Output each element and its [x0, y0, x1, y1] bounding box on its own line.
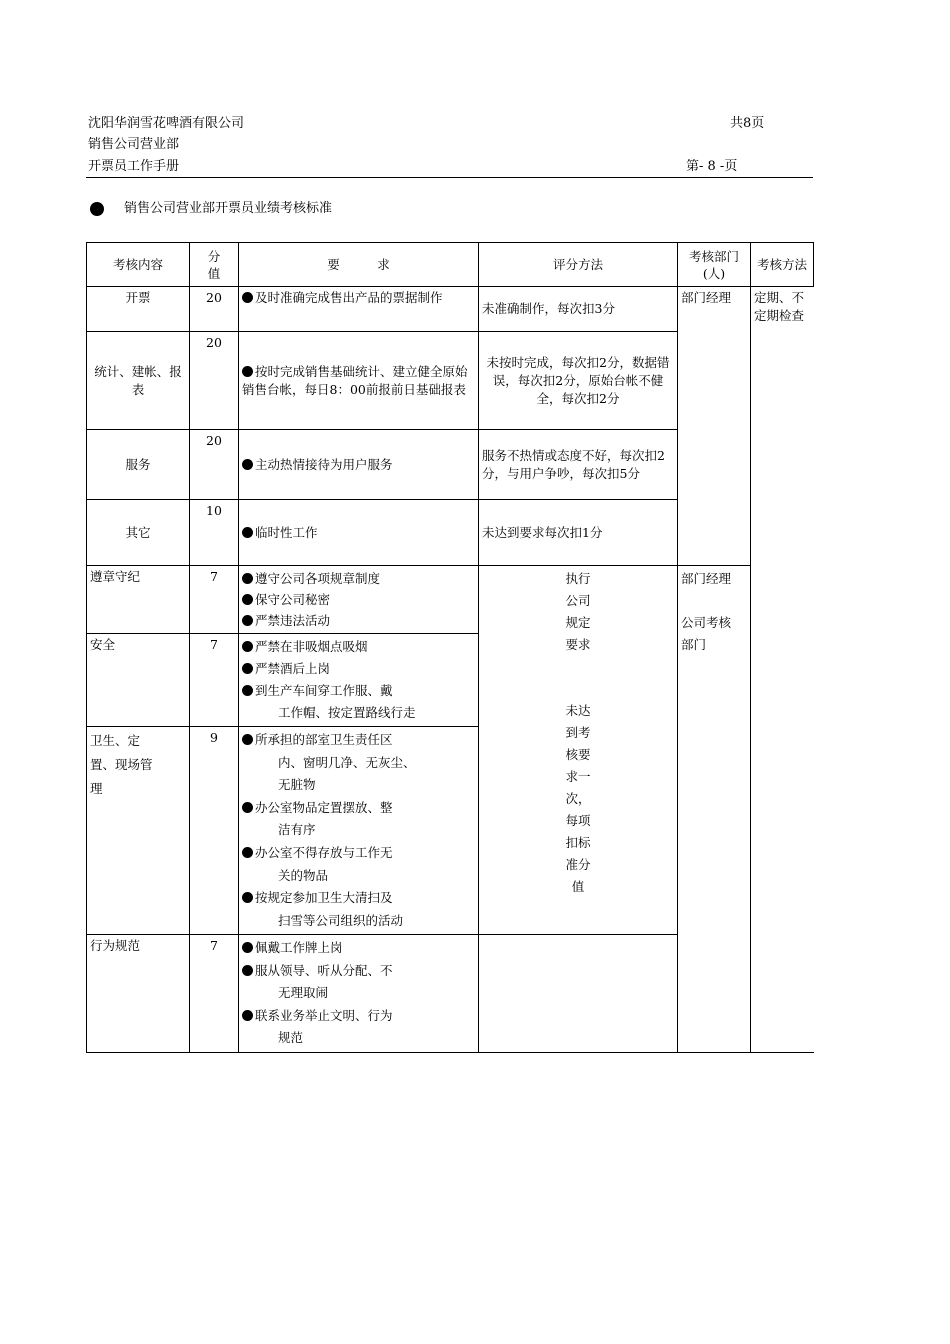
bullet-icon	[242, 594, 253, 605]
method-empty	[479, 935, 678, 1053]
bullet-icon	[242, 965, 253, 976]
table-row	[87, 287, 814, 332]
row-requirement: 遵守公司各项规章制度 保守公司秘密 严禁违法活动	[239, 566, 479, 634]
bullet-icon	[242, 615, 253, 626]
row-requirement: 所承担的部室卫生责任区 内、窗明几净、无灰尘、 无脏物 办公室物品定置摆放、整 洁有序 办公室不得存放与工作无 关的物品 按规定参加卫生大清扫及 扫雪等公司组织的活动	[239, 727, 479, 935]
method-merged: 执行 公司 规定 要求 未达 到考 核要 求一 次， 每项 扣标 准分 值	[479, 566, 678, 935]
manual-name: 开票员工作手册	[88, 159, 180, 174]
bullet-icon	[242, 459, 253, 470]
row-requirement: 及时准确完成售出产品的票据制作	[239, 287, 479, 332]
table-row	[87, 566, 814, 634]
row-score: 7	[190, 566, 239, 634]
page-number: 第- 8 -页	[686, 159, 738, 174]
bullet-icon	[242, 685, 253, 696]
row-requirement: 按时完成销售基础统计、建立健全原始销售台帐，每日8：00前报前日基础报表	[239, 332, 479, 430]
department-name: 销售公司营业部	[88, 137, 180, 152]
way-merged	[751, 566, 814, 1053]
bullet-icon	[242, 527, 253, 538]
header-method: 评分方法	[479, 243, 678, 287]
header-rule	[86, 177, 813, 178]
row-requirement: 佩戴工作牌上岗 服从领导、听从分配、不 无理取闹 联系业务举止文明、行为 规范	[239, 935, 479, 1053]
bullet-icon	[242, 573, 253, 584]
bullet-icon	[242, 734, 253, 745]
row-score: 7	[190, 935, 239, 1053]
row-item: 其它	[87, 500, 190, 566]
row-item: 卫生、定置、现场管理	[87, 727, 190, 935]
row-item: 服务	[87, 430, 190, 500]
row-method: 服务不热情或态度不好，每次扣2分，与用户争吵，每次扣5分	[479, 430, 678, 500]
bullet-icon	[242, 892, 253, 903]
bullet-icon	[242, 292, 253, 303]
row-score: 7	[190, 634, 239, 727]
row-score: 20	[190, 287, 239, 332]
row-score: 10	[190, 500, 239, 566]
dept-cell: 部门经理	[678, 287, 751, 566]
table-header-row	[87, 243, 814, 287]
row-method: 未按时完成，每次扣2分，数据错误，每次扣2分，原始台帐不健全，每次扣2分	[479, 332, 678, 430]
header-way: 考核方法	[751, 243, 814, 287]
header-item: 考核内容	[87, 243, 190, 287]
bullet-icon	[242, 847, 253, 858]
header-dept: 考核部门(人)	[678, 243, 751, 287]
row-requirement: 临时性工作	[239, 500, 479, 566]
row-score: 9	[190, 727, 239, 935]
bullet-icon	[90, 202, 104, 216]
bullet-icon	[242, 942, 253, 953]
row-item: 行为规范	[87, 935, 190, 1053]
row-requirement: 严禁在非吸烟点吸烟 严禁酒后上岗 到生产车间穿工作服、戴 工作帽、按定置路线行走	[239, 634, 479, 727]
row-item: 统计、建帐、报表	[87, 332, 190, 430]
bullet-icon	[242, 366, 253, 377]
row-method: 未准确制作，每次扣3分	[479, 287, 678, 332]
dept-merged: 部门经理 公司考核部门	[678, 566, 751, 1053]
row-method: 未达到要求每次扣1分	[479, 500, 678, 566]
bullet-icon	[242, 802, 253, 813]
header-requirement: 要 求	[239, 243, 479, 287]
row-score: 20	[190, 430, 239, 500]
bullet-icon	[242, 663, 253, 674]
bullet-icon	[242, 1010, 253, 1021]
way-cell: 定期、不定期检查	[751, 287, 814, 566]
header-score: 分值	[190, 243, 239, 287]
row-item: 开票	[87, 287, 190, 332]
row-item: 遵章守纪	[87, 566, 190, 634]
row-score: 20	[190, 332, 239, 430]
row-requirement: 主动热情接待为用户服务	[239, 430, 479, 500]
bullet-icon	[242, 641, 253, 652]
company-name: 沈阳华润雪花啤酒有限公司	[88, 116, 245, 131]
total-pages: 共8页	[730, 116, 765, 131]
assessment-table	[86, 242, 814, 1053]
section-title: 销售公司营业部开票员业绩考核标准	[124, 201, 333, 216]
row-item: 安全	[87, 634, 190, 727]
